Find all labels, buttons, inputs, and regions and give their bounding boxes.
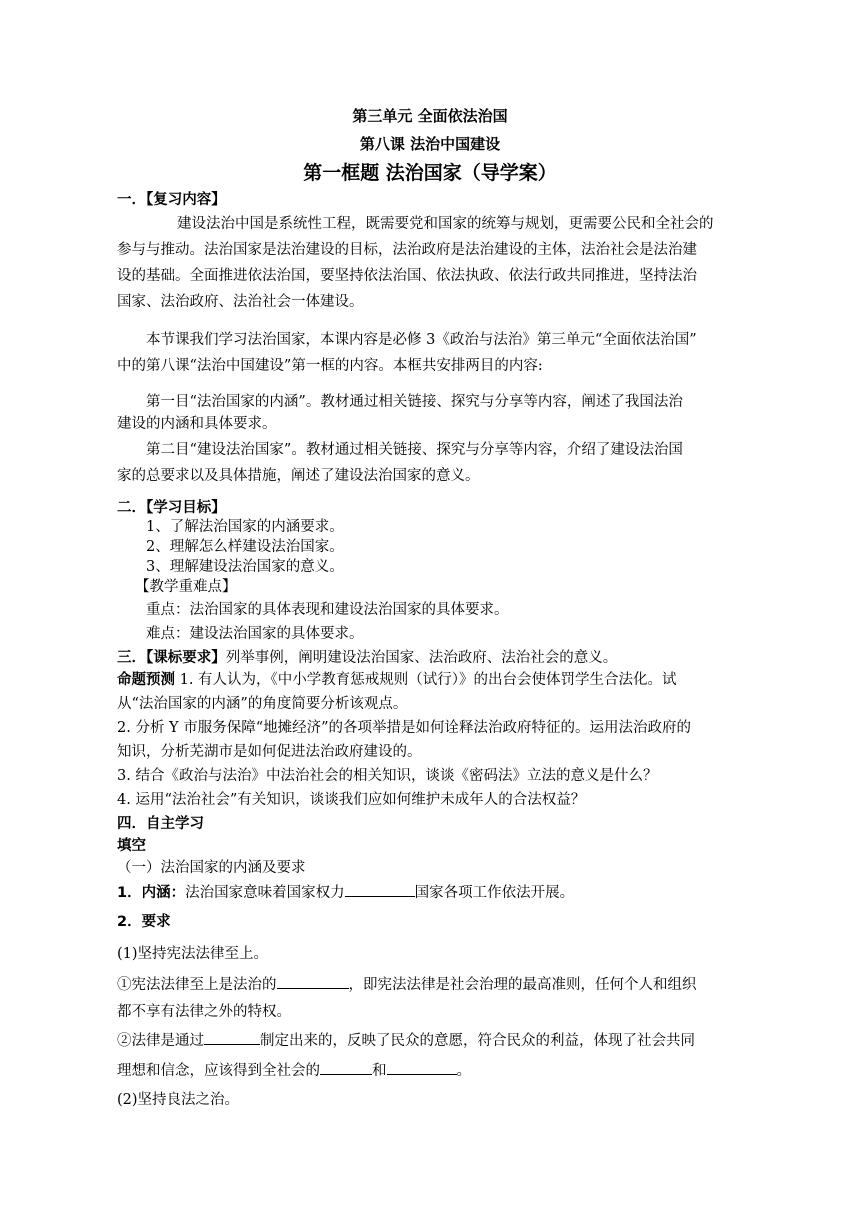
requirement-1: (1)坚持宪法法律至上。 <box>117 946 269 962</box>
topic-title: 第一框题 法治国家（导学案） <box>303 162 557 184</box>
requirement-1b-text-c: 理想和信念，应该得到全社会的 <box>117 1063 320 1079</box>
review-paragraph-1-line-1: 建设法治中国是系统性工程，既需要党和国家的统筹与规划，更需要公民和全社会的 <box>177 216 714 232</box>
fill-blank[interactable] <box>320 1060 372 1075</box>
review-paragraph-2-line-2: 中的第八课“法治中国建设”第一框的内容。本框共安排两目的内容: <box>117 358 543 374</box>
goal-item: 1、了解法治国家的内涵要求。 <box>146 519 344 535</box>
review-paragraph-1-line-3: 设的基础。全面推进依法治国，要坚持依法治国、依法执政、依法行政共同推进，坚持法治 <box>117 268 697 284</box>
requirement-1b-text-a: ②法律是通过 <box>117 1033 204 1049</box>
section-standard-heading: 三．【课标要求】 <box>117 650 226 666</box>
requirement-1b-text-e: 。 <box>456 1063 471 1079</box>
prediction-q1-text: 1. 有人认为，《中小学教育惩戒规则（试行）》的出台会使体罚学生合法化。试 <box>175 672 677 688</box>
prediction-q4: 4. 运用“法治社会”有关知识，谈谈我们应如何维护未成年人的合法权益？ <box>117 792 586 808</box>
requirement-1a-text-b: ，即宪法法律是社会治理的最高准则，任何个人和组织 <box>348 977 697 993</box>
section-review-heading: 一．【复习内容】 <box>117 192 226 208</box>
review-paragraph-2-line-1: 本节课我们学习法治国家，本课内容是必修 3《政治与法治》第三单元“全面依法治国” <box>146 332 697 348</box>
requirement-1b-text-d: 和 <box>372 1063 387 1079</box>
requirement-2: (2)坚持良法之治。 <box>117 1092 240 1108</box>
requirement-1a-line-2: 都不享有法律之外的特权。 <box>117 1004 291 1020</box>
connotation-label: 1．内涵： <box>117 885 186 901</box>
section-self-study-heading: 四．自主学习 <box>117 816 204 832</box>
section-goals-heading: 二．【学习目标】 <box>117 500 226 516</box>
unit-title: 第三单元 全面依法治国 <box>352 107 508 125</box>
standard-text: 列举事例，阐明建设法治国家、法治政府、法治社会的意义。 <box>225 650 618 666</box>
fill-blank[interactable] <box>387 1060 457 1075</box>
requirement-1a-line-1 <box>117 974 743 995</box>
review-paragraph-3-line-1: 第一目“法治国家的内涵”。教材通过相关链接、探究与分享等内容，阐述了我国法治 <box>146 394 683 410</box>
fill-blank[interactable] <box>345 882 415 897</box>
connotation-line <box>117 882 743 903</box>
section-standard-line <box>117 648 743 668</box>
requirements-heading: 2．要求 <box>117 914 171 930</box>
goal-item: 2、理解怎么样建设法治国家。 <box>146 539 344 555</box>
key-point: 重点：法治国家的具体表现和建设法治国家的具体要求。 <box>146 602 509 618</box>
review-paragraph-3-line-2: 建设的内涵和具体要求。 <box>117 416 277 432</box>
prediction-q2-line-1: 2. 分析 Y 市服务保障“地摊经济”的各项举措是如何诠释法治政府特征的。运用法治政府的 <box>117 720 692 736</box>
subsection-heading: （一）法治国家的内涵及要求 <box>117 860 306 876</box>
prediction-q2-line-2: 知识，分析芜湖市是如何促进法治政府建设的。 <box>117 744 422 760</box>
fill-blank[interactable] <box>204 1030 260 1045</box>
goal-item: 3、理解建设法治国家的意义。 <box>146 559 344 575</box>
prediction-q1-line-1 <box>117 670 743 690</box>
lesson-title: 第八课 法治中国建设 <box>359 135 501 153</box>
prediction-label: 命题预测 <box>117 672 175 688</box>
connotation-text-a: 法治国家意味着国家权力 <box>185 885 345 901</box>
connotation-text-b: 国家各项工作依法开展。 <box>414 885 575 901</box>
requirement-1b-line-2 <box>117 1060 743 1081</box>
fill-blank-heading: 填空 <box>117 838 146 854</box>
key-difficult-heading: 【教学重难点】 <box>135 579 237 595</box>
requirement-1b-text-b: 制定出来的，反映了民众的意愿，符合民众的利益，体现了社会共同 <box>260 1033 695 1049</box>
review-paragraph-4-line-1: 第二目“建设法治国家”。教材通过相关链接、探究与分享等内容，介绍了建设法治国 <box>146 442 683 458</box>
difficult-point: 难点：建设法治国家的具体要求。 <box>146 626 364 642</box>
requirement-1b-line-1 <box>117 1030 743 1051</box>
review-paragraph-1-line-2: 参与与推动。法治国家是法治建设的目标，法治政府是法治建设的主体，法治社会是法治建 <box>117 242 697 258</box>
fill-blank[interactable] <box>277 974 349 989</box>
review-paragraph-1-line-4: 国家、法治政府、法治社会一体建设。 <box>117 294 364 310</box>
prediction-q3: 3. 结合《政治与法治》中法治社会的相关知识，谈谈《密码法》立法的意义是什么？ <box>117 768 658 784</box>
review-paragraph-4-line-2: 家的总要求以及具体措施，阐述了建设法治国家的意义。 <box>117 468 480 484</box>
requirement-1a-text-a: ①宪法法律至上是法治的 <box>117 977 277 993</box>
prediction-q1-line-2: 从“法治国家的内涵”的角度简要分析该观点。 <box>117 696 408 712</box>
